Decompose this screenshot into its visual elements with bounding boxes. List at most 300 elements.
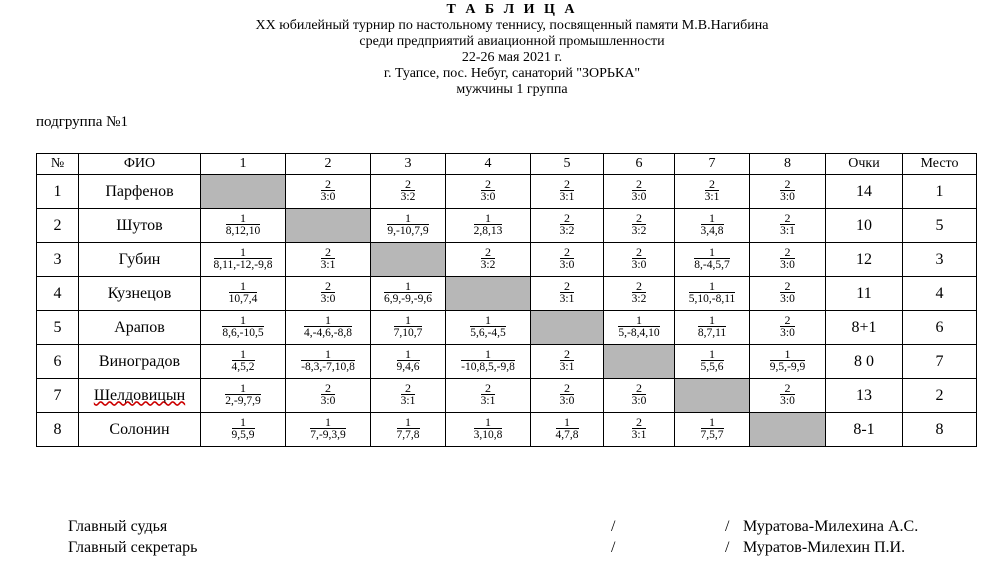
- match-points: 1: [301, 348, 355, 361]
- points-cell: 8 0: [826, 345, 903, 379]
- match-score: 8,6,-10,5: [222, 327, 264, 339]
- tournament-dates: 22-26 мая 2021 г.: [461, 50, 563, 65]
- match-points: 2: [780, 178, 795, 191]
- chief-secretary-label: Главный секретарь: [68, 539, 198, 556]
- match-score: 3:0: [631, 191, 647, 203]
- points-cell: 10: [826, 209, 903, 243]
- match-score: 9,5,-9,9: [769, 361, 806, 373]
- player-name: Виноградов: [98, 352, 181, 370]
- match-result: [401, 382, 416, 407]
- match-result: [780, 212, 795, 237]
- match-result-cell: [201, 311, 286, 345]
- row-number: 8: [37, 413, 79, 447]
- tournament-location: г. Туапсе, пос. Небуг, санаторий "ЗОРЬКА": [383, 66, 641, 81]
- match-score: 3:1: [480, 395, 496, 407]
- match-result: [397, 348, 420, 373]
- match-points: 1: [232, 416, 255, 429]
- points-cell: 8-1: [826, 413, 903, 447]
- match-score: 5,-8,4,10: [618, 327, 660, 339]
- match-result-cell: [750, 311, 826, 345]
- match-result-cell: [371, 379, 446, 413]
- match-points: 1: [397, 348, 420, 361]
- match-score: 4,7,8: [555, 429, 579, 441]
- row-number: 4: [37, 277, 79, 311]
- match-points: 1: [304, 314, 352, 327]
- match-result-cell: [446, 311, 531, 345]
- match-result-cell: [286, 243, 371, 277]
- match-points: 2: [632, 178, 647, 191]
- column-header: 2: [286, 154, 371, 175]
- match-points: 2: [632, 212, 647, 225]
- match-score: 8,-4,5,7: [694, 259, 730, 271]
- match-score: -10,8,5,-9,8: [461, 361, 515, 373]
- match-result-cell: [675, 345, 750, 379]
- match-score: 5,5,6: [700, 361, 724, 373]
- column-header: 5: [531, 154, 604, 175]
- match-result: [214, 246, 273, 271]
- match-result-cell: [446, 209, 531, 243]
- match-points: 1: [474, 416, 503, 429]
- match-result: [321, 178, 336, 203]
- column-header: 7: [675, 154, 750, 175]
- match-score: 3:0: [780, 327, 795, 339]
- match-result: [780, 178, 795, 203]
- match-points: 1: [229, 280, 258, 293]
- match-points: 2: [780, 280, 795, 293]
- row-number: 6: [37, 345, 79, 379]
- match-result-cell: [371, 175, 446, 209]
- match-score: 2,8,13: [473, 225, 503, 237]
- table-row: [37, 413, 977, 447]
- match-result-cell: [604, 243, 675, 277]
- match-result-cell: [446, 379, 531, 413]
- match-score: 8,12,10: [225, 225, 261, 237]
- match-result-cell: [604, 379, 675, 413]
- match-result-cell: [286, 379, 371, 413]
- match-points: 1: [701, 348, 724, 361]
- match-result: [694, 246, 729, 271]
- player-name-cell: [79, 175, 201, 209]
- diagonal-cell: [446, 277, 531, 311]
- column-header: 4: [446, 154, 531, 175]
- match-result: [698, 314, 726, 339]
- match-score: 6,9,-9,-9,6: [384, 293, 432, 305]
- match-result-cell: [446, 243, 531, 277]
- match-result-cell: [531, 277, 604, 311]
- match-result: [780, 314, 795, 339]
- match-result: [705, 178, 720, 203]
- match-result-cell: [675, 413, 750, 447]
- match-score: 5,10,-8,11: [688, 293, 736, 305]
- match-result-cell: [750, 379, 826, 413]
- match-points: 2: [481, 382, 496, 395]
- match-result: [225, 382, 260, 407]
- match-score: 4,-4,6,-8,8: [304, 327, 352, 339]
- match-result-cell: [446, 345, 531, 379]
- match-points: 2: [401, 382, 416, 395]
- place-cell: 7: [903, 345, 977, 379]
- player-name: Солонин: [109, 420, 170, 438]
- match-result: [321, 246, 336, 271]
- match-score: 3:2: [631, 293, 647, 305]
- match-result: [632, 382, 647, 407]
- player-name: Губин: [118, 250, 161, 268]
- match-score: 3:0: [320, 191, 336, 203]
- chief-secretary-name: Муратов-Милехин П.И.: [743, 539, 906, 556]
- match-points: 2: [705, 178, 720, 191]
- match-points: 2: [560, 348, 575, 361]
- tournament-participants: среди предприятий авиационной промышленности: [359, 34, 665, 49]
- match-result-cell: [286, 311, 371, 345]
- match-score: 3:0: [631, 259, 647, 271]
- match-points: 1: [474, 212, 503, 225]
- column-header: 8: [750, 154, 826, 175]
- match-result: [401, 178, 416, 203]
- match-score: 3:2: [559, 225, 575, 237]
- match-result: [632, 212, 647, 237]
- match-result-cell: [446, 175, 531, 209]
- place-cell: 2: [903, 379, 977, 413]
- match-result-cell: [750, 277, 826, 311]
- match-score: -8,3,-7,10,8: [301, 361, 355, 373]
- match-points: 2: [632, 416, 647, 429]
- points-cell: 13: [826, 379, 903, 413]
- match-points: 1: [384, 280, 432, 293]
- match-points: 1: [310, 416, 345, 429]
- match-points: 2: [560, 280, 575, 293]
- row-number: 7: [37, 379, 79, 413]
- match-score: 10,7,4: [228, 293, 258, 305]
- match-points: 2: [560, 382, 575, 395]
- match-score: 8,11,-12,-9,8: [213, 259, 273, 271]
- match-result: [461, 348, 515, 373]
- match-points: 2: [560, 246, 575, 259]
- column-header: 1: [201, 154, 286, 175]
- match-points: 2: [560, 178, 575, 191]
- place-cell: 8: [903, 413, 977, 447]
- match-points: 1: [397, 416, 420, 429]
- match-result: [222, 314, 263, 339]
- match-result-cell: [201, 243, 286, 277]
- match-points: 2: [401, 178, 416, 191]
- match-result: [556, 416, 579, 441]
- player-name-cell: [79, 243, 201, 277]
- match-result: [470, 314, 505, 339]
- match-result-cell: [531, 209, 604, 243]
- chief-judge-name: Муратова-Милехина А.С.: [743, 518, 919, 535]
- match-result: [560, 212, 575, 237]
- player-name: Шелдовицын: [93, 386, 186, 404]
- column-header: ФИО: [79, 154, 201, 175]
- match-points: 1: [225, 382, 260, 395]
- match-score: 3:1: [320, 259, 336, 271]
- match-result: [632, 246, 647, 271]
- tournament-category: мужчины 1 группа: [456, 82, 568, 97]
- column-header: 6: [604, 154, 675, 175]
- match-points: 2: [481, 246, 496, 259]
- table-row: [37, 243, 977, 277]
- match-result: [560, 246, 575, 271]
- points-cell: 12: [826, 243, 903, 277]
- match-result-cell: [750, 209, 826, 243]
- place-cell: 5: [903, 209, 977, 243]
- table-row: [37, 345, 977, 379]
- match-result-cell: [201, 277, 286, 311]
- match-points: 1: [226, 212, 261, 225]
- match-points: 1: [689, 280, 736, 293]
- match-result-cell: [675, 175, 750, 209]
- match-result: [474, 416, 503, 441]
- match-score: 3:1: [400, 395, 416, 407]
- player-name-cell: [79, 209, 201, 243]
- match-result-cell: [675, 209, 750, 243]
- match-points: 2: [321, 382, 336, 395]
- match-result-cell: [531, 413, 604, 447]
- match-score: 8,7,11: [697, 327, 727, 339]
- match-points: 1: [698, 314, 726, 327]
- match-result-cell: [531, 345, 604, 379]
- match-score: 3:1: [704, 191, 720, 203]
- match-result-cell: [675, 277, 750, 311]
- match-result: [321, 280, 336, 305]
- match-points: 2: [780, 382, 795, 395]
- match-result: [560, 348, 575, 373]
- match-score: 3,10,8: [473, 429, 503, 441]
- row-number: 3: [37, 243, 79, 277]
- match-score: 3:0: [559, 259, 575, 271]
- match-score: 3:1: [631, 429, 647, 441]
- match-points: 2: [780, 246, 795, 259]
- match-result-cell: [371, 413, 446, 447]
- match-score: 7,-9,3,9: [310, 429, 346, 441]
- match-points: 2: [481, 178, 496, 191]
- match-score: 3:1: [559, 191, 575, 203]
- match-score: 3:0: [780, 191, 795, 203]
- diagonal-cell: [750, 413, 826, 447]
- match-points: 2: [632, 246, 647, 259]
- match-score: 2,-9,7,9: [225, 395, 261, 407]
- diagonal-cell: [286, 209, 371, 243]
- table-row: [37, 311, 977, 345]
- place-cell: 4: [903, 277, 977, 311]
- chief-judge-label: Главный судья: [68, 518, 168, 535]
- player-name-cell: [79, 311, 201, 345]
- match-score: 3:0: [631, 395, 647, 407]
- match-result: [560, 178, 575, 203]
- match-result: [310, 416, 345, 441]
- match-result: [301, 348, 355, 373]
- player-name-cell: [79, 379, 201, 413]
- diagonal-cell: [675, 379, 750, 413]
- place-cell: 1: [903, 175, 977, 209]
- match-result: [770, 348, 805, 373]
- match-points: 1: [394, 314, 423, 327]
- row-number: 5: [37, 311, 79, 345]
- match-result-cell: [531, 243, 604, 277]
- match-result: [226, 212, 261, 237]
- match-result-cell: [604, 209, 675, 243]
- match-points: 1: [770, 348, 805, 361]
- match-result-cell: [604, 277, 675, 311]
- player-name-cell: [79, 345, 201, 379]
- table-header-row: [37, 154, 977, 175]
- match-result-cell: [371, 311, 446, 345]
- match-result: [780, 382, 795, 407]
- match-result: [701, 416, 724, 441]
- match-score: 3:1: [780, 225, 795, 237]
- match-result-cell: [750, 345, 826, 379]
- match-points: 1: [387, 212, 428, 225]
- match-score: 3:0: [480, 191, 496, 203]
- match-points: 1: [556, 416, 579, 429]
- match-result: [689, 280, 736, 305]
- match-result-cell: [371, 277, 446, 311]
- match-points: 2: [321, 280, 336, 293]
- match-result-cell: [286, 277, 371, 311]
- match-score: 3:1: [559, 293, 575, 305]
- match-score: 3:2: [631, 225, 647, 237]
- table-row: [37, 175, 977, 209]
- match-points: 2: [780, 314, 795, 327]
- player-name: Парфенов: [105, 182, 174, 200]
- match-score: 3:0: [780, 395, 795, 407]
- match-result-cell: [446, 413, 531, 447]
- match-result: [481, 178, 496, 203]
- match-points: 2: [321, 246, 336, 259]
- chief-secretary-slash-2: /: [725, 539, 730, 556]
- match-score: 5,6,-4,5: [470, 327, 506, 339]
- match-result-cell: [604, 413, 675, 447]
- match-result: [632, 280, 647, 305]
- match-score: 3,4,8: [700, 225, 724, 237]
- diagonal-cell: [371, 243, 446, 277]
- match-result: [618, 314, 659, 339]
- match-result: [387, 212, 428, 237]
- match-score: 3:0: [320, 293, 336, 305]
- match-result-cell: [201, 413, 286, 447]
- place-cell: 6: [903, 311, 977, 345]
- match-points: 2: [321, 178, 336, 191]
- match-score: 9,4,6: [396, 361, 420, 373]
- match-result: [632, 178, 647, 203]
- match-score: 3:0: [320, 395, 336, 407]
- subgroup-label: подгруппа №1: [36, 114, 128, 130]
- row-number: 2: [37, 209, 79, 243]
- match-score: 9,-10,7,9: [387, 225, 429, 237]
- match-result-cell: [201, 379, 286, 413]
- tournament-name: XX юбилейный турнир по настольному теннису, посвященный памяти М.В.Нагибина: [255, 18, 769, 33]
- match-score: 3:1: [559, 361, 575, 373]
- match-score: 7,10,7: [393, 327, 423, 339]
- chief-secretary-slash-1: /: [611, 539, 616, 556]
- match-points: 1: [470, 314, 505, 327]
- points-cell: 8+1: [826, 311, 903, 345]
- match-points: 1: [214, 246, 273, 259]
- match-result: [701, 212, 724, 237]
- match-score: 3:2: [480, 259, 496, 271]
- match-points: 2: [632, 382, 647, 395]
- match-score: 4,5,2: [231, 361, 255, 373]
- match-points: 2: [632, 280, 647, 293]
- match-result-cell: [531, 175, 604, 209]
- match-result: [229, 280, 258, 305]
- match-result-cell: [201, 345, 286, 379]
- match-score: 3:0: [780, 293, 795, 305]
- match-result: [481, 246, 496, 271]
- column-header: Очки: [826, 154, 903, 175]
- place-cell: 3: [903, 243, 977, 277]
- column-header: №: [37, 154, 79, 175]
- match-result-cell: [675, 243, 750, 277]
- match-result: [632, 416, 647, 441]
- match-result: [701, 348, 724, 373]
- match-score: 7,7,8: [396, 429, 420, 441]
- match-points: 2: [780, 212, 795, 225]
- table-row: [37, 379, 977, 413]
- match-result: [560, 382, 575, 407]
- player-name: Кузнецов: [107, 284, 172, 302]
- column-header: Место: [903, 154, 977, 175]
- match-points: 1: [232, 348, 255, 361]
- player-name-cell: [79, 277, 201, 311]
- diagonal-cell: [531, 311, 604, 345]
- match-points: 1: [701, 416, 724, 429]
- match-result-cell: [675, 311, 750, 345]
- row-number: 1: [37, 175, 79, 209]
- match-result: [560, 280, 575, 305]
- match-result-cell: [286, 345, 371, 379]
- match-result-cell: [531, 379, 604, 413]
- match-result-cell: [286, 175, 371, 209]
- match-result: [321, 382, 336, 407]
- diagonal-cell: [604, 345, 675, 379]
- match-score: 9,5,9: [231, 429, 255, 441]
- match-result-cell: [750, 175, 826, 209]
- chief-judge-slash-2: /: [725, 518, 730, 535]
- table-row: [37, 277, 977, 311]
- player-name: Шутов: [116, 216, 163, 234]
- match-result-cell: [604, 311, 675, 345]
- match-score: 7,5,7: [700, 429, 724, 441]
- match-result: [481, 382, 496, 407]
- match-result-cell: [201, 209, 286, 243]
- match-points: 1: [222, 314, 263, 327]
- match-result-cell: [604, 175, 675, 209]
- match-points: 1: [701, 212, 724, 225]
- points-cell: 14: [826, 175, 903, 209]
- document-title: Т А Б Л И Ц А: [446, 2, 578, 17]
- column-header: 3: [371, 154, 446, 175]
- chief-judge-slash-1: /: [611, 518, 616, 535]
- match-result: [474, 212, 503, 237]
- match-result: [780, 280, 795, 305]
- match-result: [304, 314, 352, 339]
- match-points: 2: [560, 212, 575, 225]
- match-score: 3:2: [400, 191, 416, 203]
- match-score: 3:0: [780, 259, 795, 271]
- match-result: [780, 246, 795, 271]
- points-cell: 11: [826, 277, 903, 311]
- match-result: [394, 314, 423, 339]
- match-points: 1: [618, 314, 659, 327]
- player-name-cell: [79, 413, 201, 447]
- match-result: [397, 416, 420, 441]
- match-result-cell: [371, 209, 446, 243]
- match-result-cell: [750, 243, 826, 277]
- match-result: [384, 280, 432, 305]
- diagonal-cell: [201, 175, 286, 209]
- results-table: [36, 153, 977, 447]
